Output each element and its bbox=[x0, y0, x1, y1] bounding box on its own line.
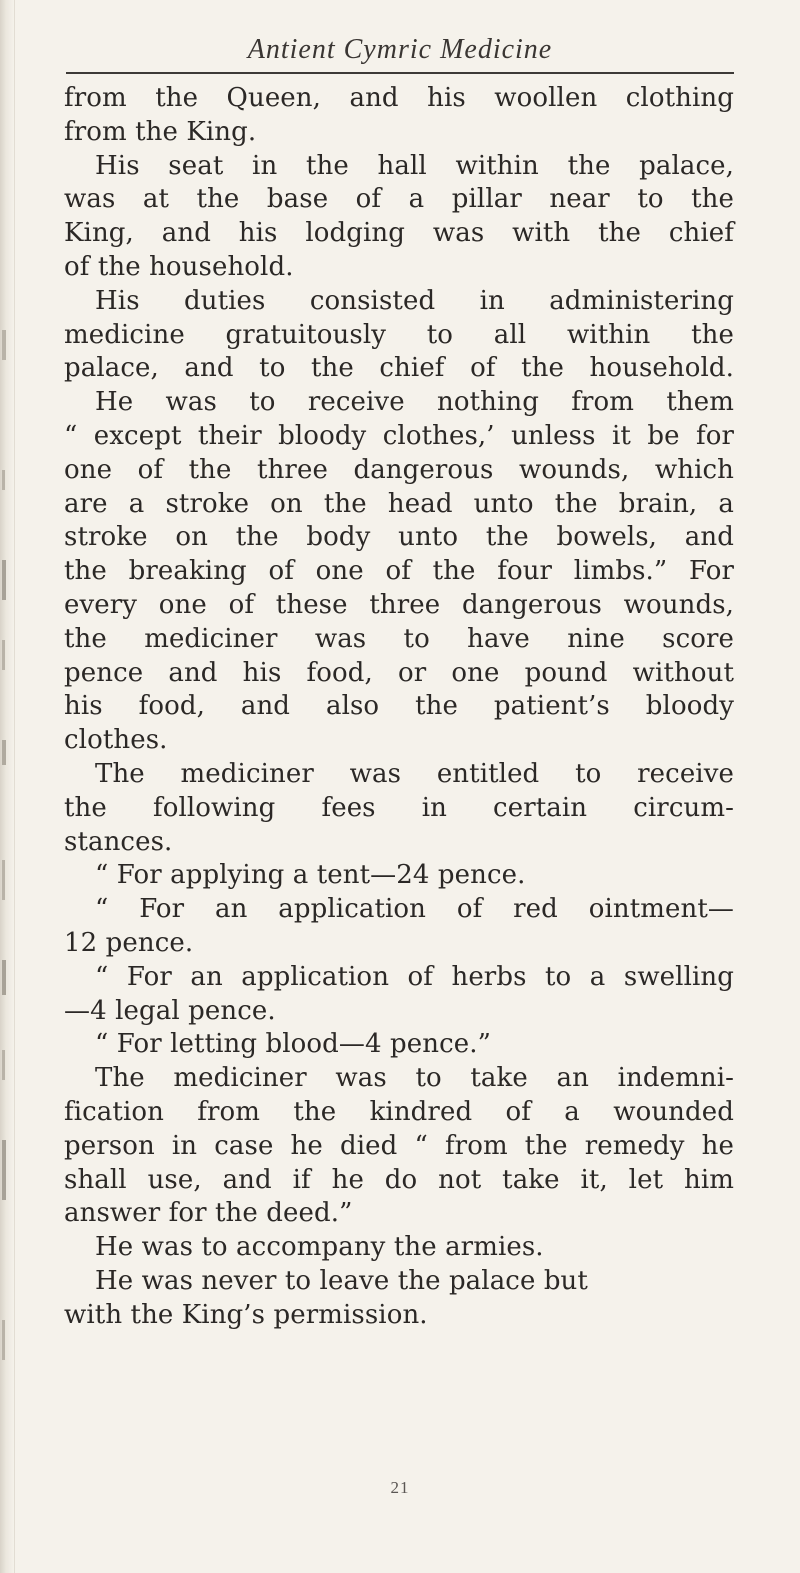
text-line: person in case he died “ from the remedy he bbox=[64, 1130, 734, 1161]
text-line: one of the three dangerous wounds, which bbox=[64, 454, 734, 485]
text-line: His duties consisted in administering bbox=[95, 285, 734, 316]
text-line: “ For applying a tent—24 pence. bbox=[95, 860, 526, 891]
text-line: palace, and to the chief of the household. bbox=[64, 353, 734, 384]
header-rule bbox=[66, 72, 734, 74]
text-line: from the King. bbox=[64, 116, 257, 147]
text-line: shall use, and if he do not take it, let him bbox=[64, 1164, 734, 1195]
text-line: the following fees in certain circum- bbox=[64, 792, 734, 823]
text-line: fication from the kindred of a wounded bbox=[64, 1096, 734, 1127]
body-text bbox=[64, 82, 734, 1332]
text-line: His seat in the hall within the palace, bbox=[95, 150, 734, 181]
text-line: medicine gratuitously to all within the bbox=[64, 319, 734, 350]
text-line: “ For an application of red ointment— bbox=[95, 894, 734, 925]
text-line: He was to receive nothing from them bbox=[95, 387, 734, 418]
text-line: was at the base of a pillar near to the bbox=[64, 184, 734, 215]
binding-shadow-marks bbox=[2, 0, 8, 1573]
text-line: stances. bbox=[64, 826, 173, 857]
text-line: clothes. bbox=[64, 725, 168, 756]
text-line: from the Queen, and his woollen clothing bbox=[64, 83, 734, 113]
text-line: The mediciner was to take an indemni- bbox=[95, 1063, 734, 1094]
text-line: “ except their bloody clothes,’ unless it be for bbox=[64, 420, 734, 451]
text-line: The mediciner was entitled to receive bbox=[95, 758, 734, 789]
text-line: “ For an application of herbs to a swelling bbox=[95, 961, 734, 992]
text-line: stroke on the body unto the bowels, and bbox=[64, 522, 734, 553]
running-head: Antient Cymric Medicine bbox=[247, 34, 553, 65]
text-line: the breaking of one of the four limbs.” For bbox=[64, 556, 734, 587]
text-line: of the household. bbox=[64, 251, 294, 282]
page-binding-edge bbox=[0, 0, 15, 1573]
text-line: He was never to leave the palace but bbox=[95, 1265, 588, 1296]
page-number: 21 bbox=[390, 1478, 410, 1497]
text-line: his food, and also the patient’s bloody bbox=[64, 691, 734, 722]
text-line: are a stroke on the head unto the brain, a bbox=[64, 488, 734, 519]
text-line: He was to accompany the armies. bbox=[95, 1232, 544, 1263]
text-line: 12 pence. bbox=[64, 927, 194, 958]
text-line: the mediciner was to have nine score bbox=[64, 623, 734, 654]
text-line: King, and his lodging was with the chief bbox=[64, 218, 734, 249]
text-line: with the King’s permission. bbox=[64, 1299, 428, 1330]
text-line: answer for the deed.” bbox=[64, 1198, 353, 1229]
text-line: every one of these three dangerous wounds, bbox=[64, 589, 734, 620]
text-line: “ For letting blood—4 pence.” bbox=[95, 1029, 491, 1060]
text-line: —4 legal pence. bbox=[64, 995, 276, 1026]
text-line: pence and his food, or one pound without bbox=[64, 657, 734, 688]
